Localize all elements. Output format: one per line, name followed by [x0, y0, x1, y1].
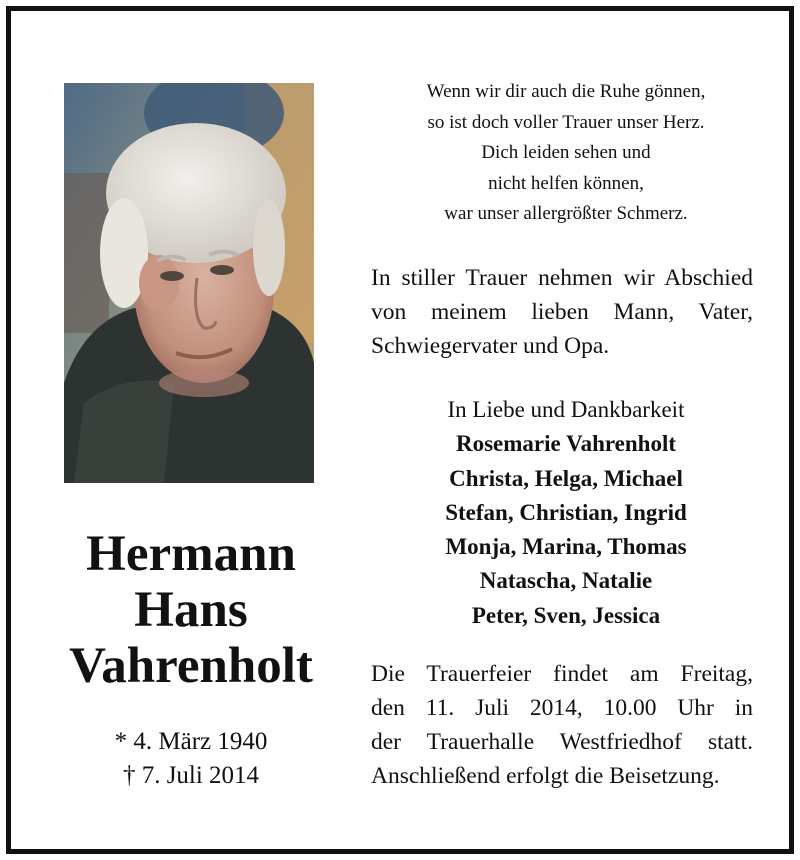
poem-line: Wenn wir dir auch die Ruhe gönnen, [426, 81, 706, 102]
service-line: Anschließend erfolgt die Beisetzung. [371, 763, 720, 789]
obituary-frame [6, 6, 794, 854]
birth-date: * 4. März 1940 [114, 728, 268, 755]
service-line: Die Trauerfeier findet am Freitag, [371, 661, 753, 687]
poem-line: so ist doch voller Trauer unser Herz. [427, 111, 705, 133]
mourner-name: Rosemarie Vahrenholt [456, 431, 676, 457]
farewell-text [371, 261, 753, 363]
service-line: der Trauerhalle Westfriedhof statt. [371, 729, 753, 755]
farewell-line: In stiller Trauer nehmen wir Abschied [371, 265, 753, 291]
mourner-name: Natascha, Natalie [479, 568, 653, 594]
poem-line: nicht helfen können, [488, 172, 644, 194]
name-line-surname: Vahrenholt [69, 638, 313, 694]
mourners-intro: In Liebe und Dankbarkeit [447, 397, 685, 422]
funeral-service-notice [371, 657, 753, 793]
death-date: † 7. Juli 2014 [122, 762, 260, 789]
portrait-image [64, 83, 314, 483]
name-line-middle: Hans [134, 582, 248, 638]
mourner-name: Stefan, Christian, Ingrid [445, 499, 687, 525]
portrait-photo [64, 83, 314, 483]
name-line-first: Hermann [86, 526, 296, 582]
mourners-list [361, 393, 771, 633]
mourner-name: Christa, Helga, Michael [449, 465, 683, 491]
memorial-poem [361, 77, 771, 230]
farewell-line: von meinem lieben Mann, Vater, [371, 299, 753, 325]
mourner-name: Monja, Marina, Thomas [445, 534, 687, 560]
poem-line: Dich leiden sehen und [481, 142, 651, 163]
life-dates [51, 725, 331, 793]
service-line: den 11. Juli 2014, 10.00 Uhr in [371, 695, 753, 721]
mourner-name: Peter, Sven, Jessica [471, 602, 661, 628]
farewell-line: Schwiegervater und Opa. [371, 333, 610, 359]
deceased-name [31, 526, 351, 694]
poem-line: war unser allergrößter Schmerz. [444, 203, 688, 224]
